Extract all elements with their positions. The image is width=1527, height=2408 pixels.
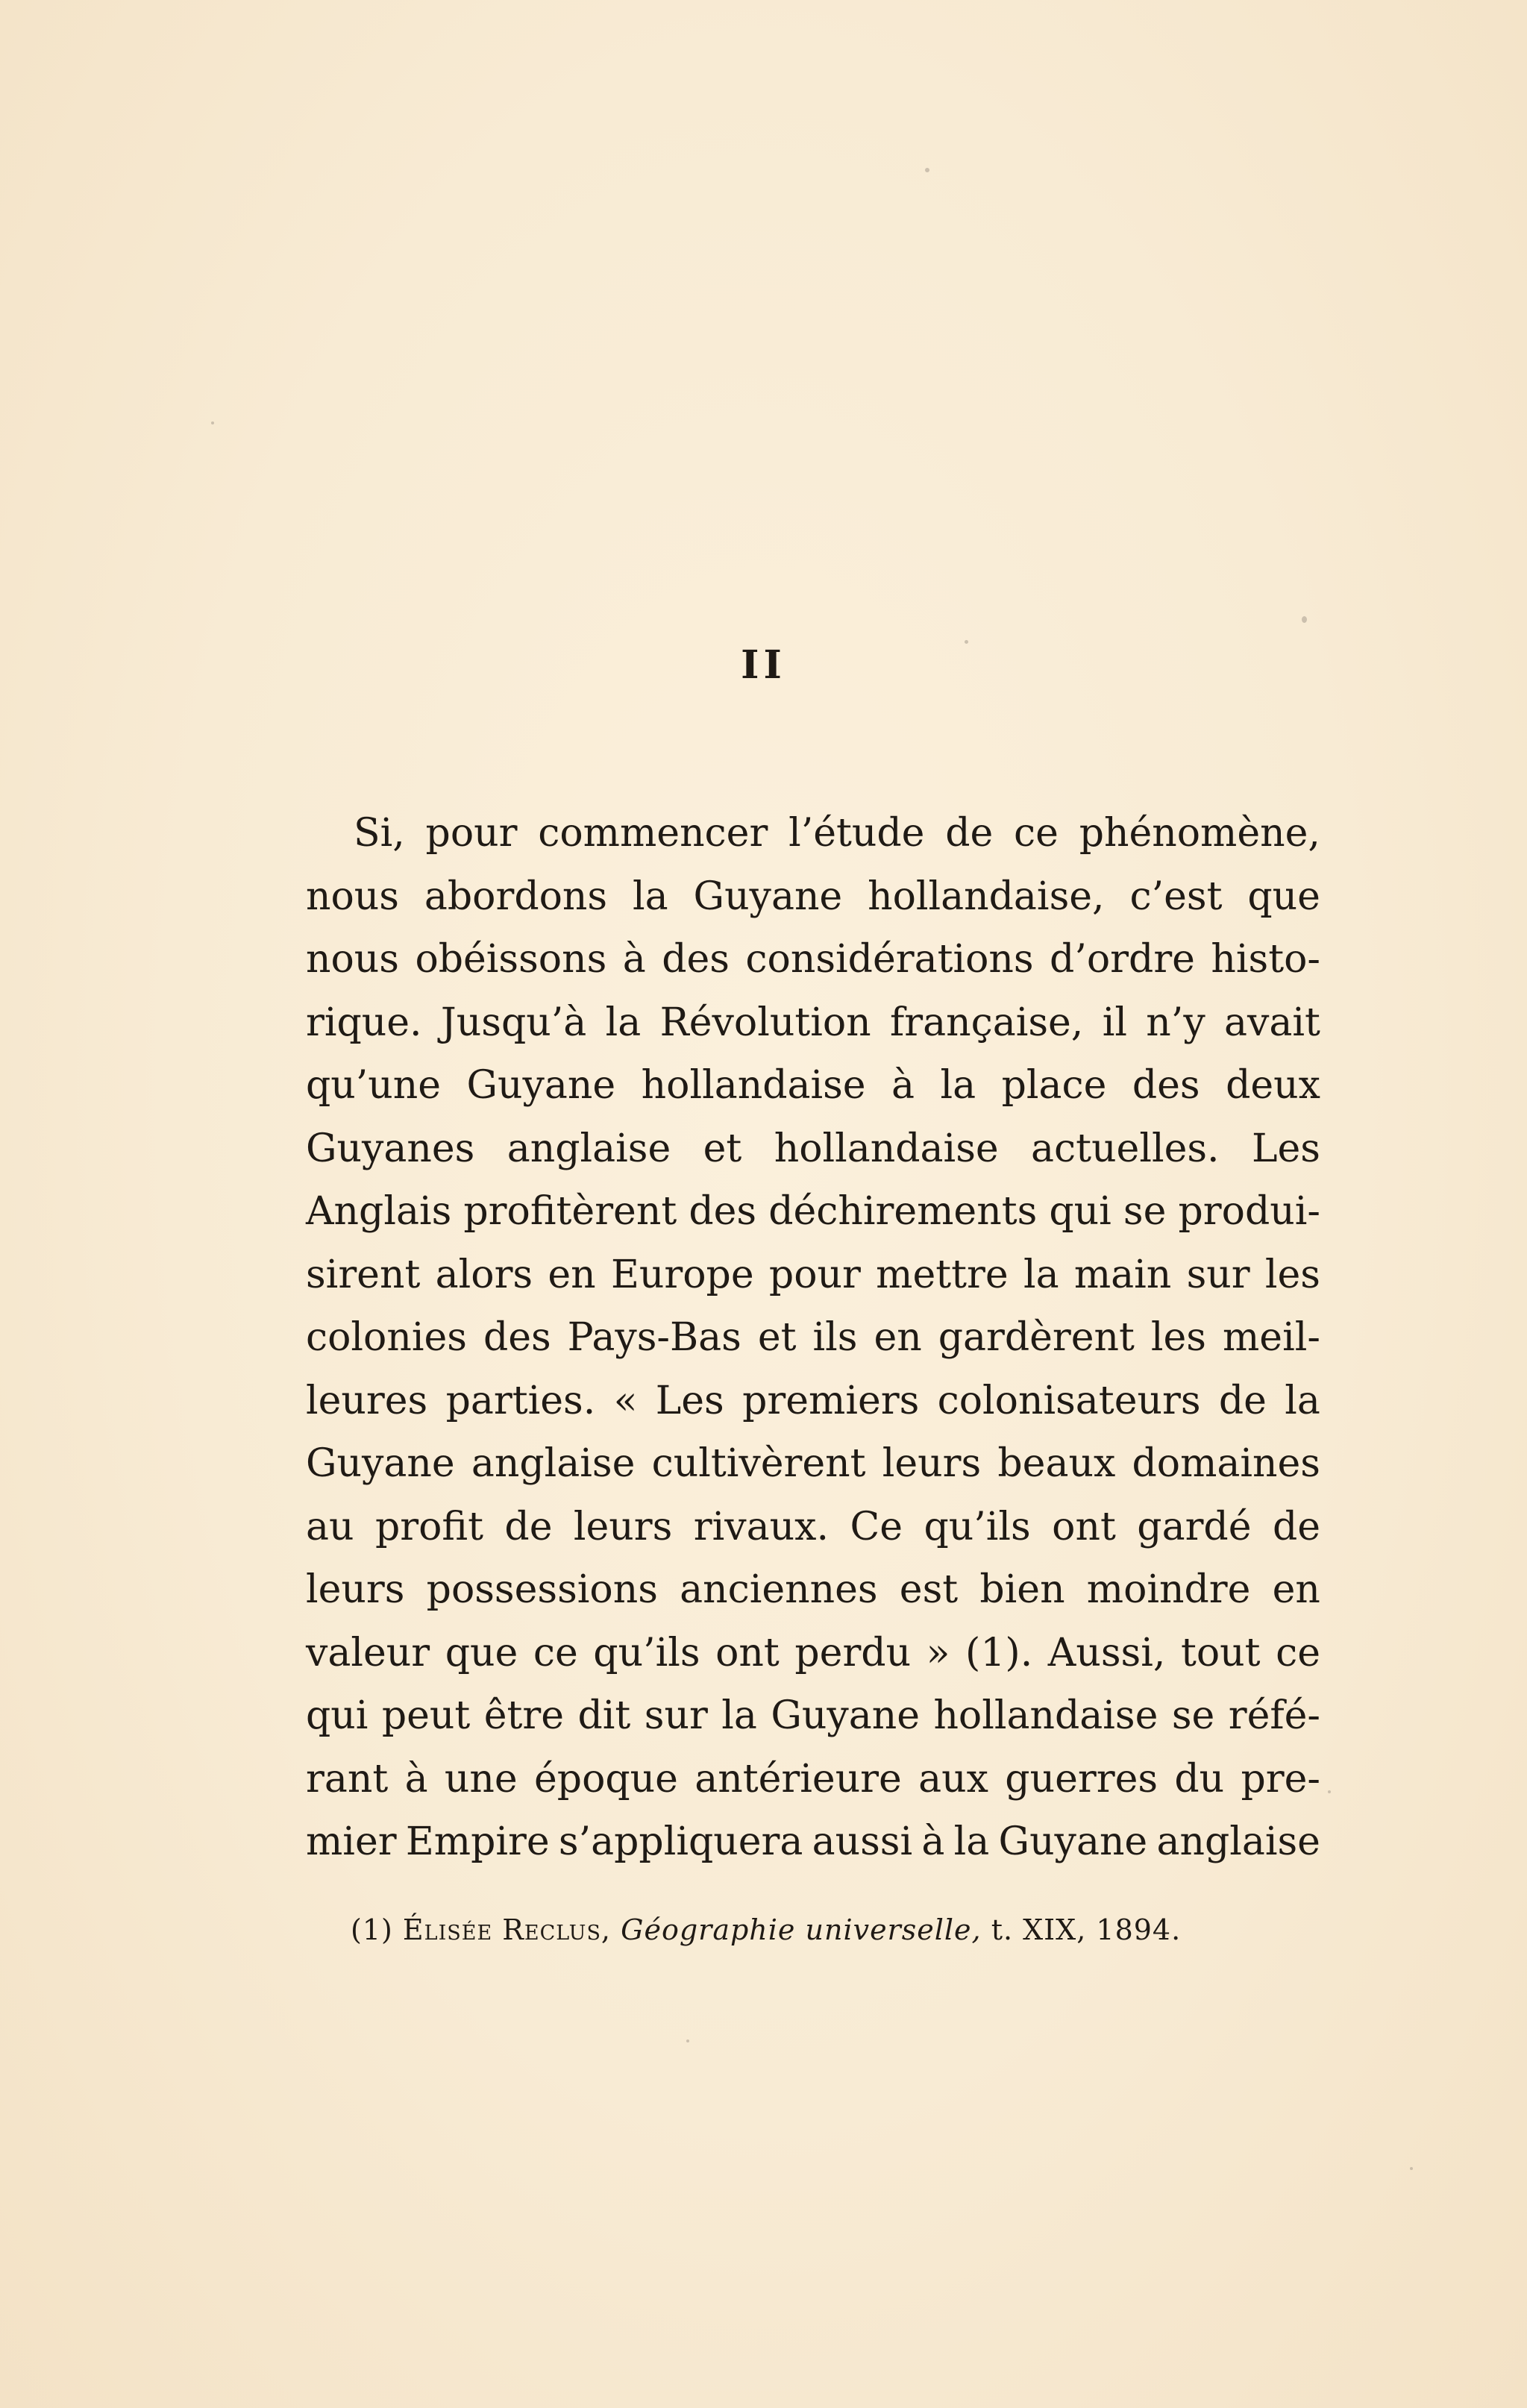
word: leures: [306, 1378, 428, 1423]
word: Les: [1251, 1126, 1320, 1171]
paper-speck: [1328, 1790, 1331, 1793]
word: ce: [533, 1630, 578, 1675]
word: c’est: [1129, 874, 1223, 919]
word: rant: [306, 1756, 389, 1802]
word: s’appliquera: [558, 1819, 803, 1864]
word: obéissons: [415, 937, 607, 982]
text-line: [306, 1684, 1320, 1748]
text-line: [306, 1748, 1320, 1811]
word: la: [1023, 1252, 1059, 1297]
word: Guyane: [771, 1693, 920, 1738]
word: peut: [381, 1693, 471, 1738]
word: déchirements: [768, 1189, 1038, 1234]
footnote-reference: t. XIX, 1894.: [991, 1913, 1182, 1946]
word: Ce: [850, 1504, 903, 1549]
footnote-title: Géographie universelle,: [621, 1913, 982, 1946]
word: deux: [1226, 1063, 1320, 1108]
word: il: [1102, 1000, 1127, 1045]
word: pour: [425, 811, 518, 856]
word: Guyane: [693, 874, 843, 919]
word: et: [703, 1126, 742, 1171]
word: que: [445, 1630, 518, 1675]
word: hollandaise: [774, 1126, 999, 1171]
word: les: [1264, 1252, 1320, 1297]
paper-speck: [925, 168, 929, 172]
word: domaines: [1132, 1441, 1320, 1486]
word: ont: [715, 1630, 780, 1675]
text-line: [306, 1306, 1320, 1370]
word: considérations: [745, 937, 1034, 982]
word: pre-: [1241, 1756, 1320, 1802]
word: colonisateurs: [937, 1378, 1201, 1423]
text-line: [306, 991, 1320, 1055]
word: premiers: [742, 1378, 920, 1423]
word: une: [444, 1756, 518, 1802]
word: abordons: [424, 874, 608, 919]
text-line: [306, 1558, 1320, 1622]
word: se: [1123, 1189, 1167, 1234]
body-text: [306, 802, 1320, 1874]
text-line: [306, 928, 1320, 991]
word: colonies: [306, 1315, 467, 1360]
text-line: [306, 1180, 1320, 1244]
word: la: [605, 1000, 642, 1045]
word: nous: [306, 874, 399, 919]
word: bien: [979, 1567, 1065, 1612]
word: anciennes: [680, 1567, 878, 1612]
word: et: [757, 1315, 797, 1360]
word: «: [613, 1378, 638, 1423]
word: Guyanes: [306, 1126, 475, 1171]
word: »: [926, 1630, 950, 1675]
word: les: [1150, 1315, 1206, 1360]
word: ce: [1276, 1630, 1320, 1675]
word: qu’une: [306, 1063, 442, 1108]
word: moindre: [1086, 1567, 1251, 1612]
word: main: [1073, 1252, 1172, 1297]
word: ce: [1014, 811, 1059, 856]
word: leurs: [306, 1567, 405, 1612]
text-line: [306, 802, 1320, 865]
word: Empire: [405, 1819, 550, 1864]
word: Guyane: [998, 1819, 1148, 1864]
word: rivaux.: [693, 1504, 829, 1549]
word: qu’ils: [593, 1630, 700, 1675]
word: gardé: [1137, 1504, 1252, 1549]
word: Jusqu’à: [440, 1000, 587, 1045]
word: histo-: [1211, 937, 1320, 982]
word: au: [306, 1504, 354, 1549]
word: qui: [306, 1693, 369, 1738]
word: de: [1272, 1504, 1320, 1549]
word: à: [622, 937, 646, 982]
word: Pays-Bas: [567, 1315, 741, 1360]
word: leurs: [573, 1504, 673, 1549]
word: en: [874, 1315, 922, 1360]
word: d’ordre: [1050, 937, 1195, 982]
word: Si,: [354, 811, 405, 856]
word: sur: [1186, 1252, 1250, 1297]
word: mier: [306, 1819, 397, 1864]
word: beaux: [997, 1441, 1116, 1486]
word: ils: [812, 1315, 858, 1360]
word: à: [891, 1063, 915, 1108]
word: la: [953, 1819, 990, 1864]
word: (1).: [965, 1630, 1033, 1675]
paper-speck: [211, 421, 214, 424]
footnote-author: Élisée Reclus,: [402, 1913, 612, 1946]
word: produi-: [1178, 1189, 1320, 1234]
word: Guyane: [466, 1063, 616, 1108]
word: ont: [1052, 1504, 1116, 1549]
word: la: [940, 1063, 976, 1108]
word: hollandaise: [933, 1693, 1158, 1738]
word: place: [1001, 1063, 1107, 1108]
text-line: [306, 1054, 1320, 1117]
word: n’y: [1146, 1000, 1205, 1045]
word: meil-: [1222, 1315, 1320, 1360]
word: en: [548, 1252, 596, 1297]
word: Aussi,: [1047, 1630, 1166, 1675]
paper-speck: [965, 640, 968, 644]
word: Révolution: [659, 1000, 871, 1045]
word: aussi: [812, 1819, 913, 1864]
word: commencer: [538, 811, 768, 856]
word: mettre: [876, 1252, 1009, 1297]
text-line: [306, 1117, 1320, 1181]
word: tout: [1180, 1630, 1261, 1675]
word: la: [721, 1693, 757, 1738]
word: du: [1174, 1756, 1225, 1802]
word: profit: [374, 1504, 483, 1549]
word: pour: [768, 1252, 861, 1297]
word: sirent: [306, 1252, 421, 1297]
word: cultivèrent: [651, 1441, 866, 1486]
word: que: [1247, 874, 1320, 919]
word: la: [1285, 1378, 1320, 1423]
paper-speck: [1410, 2167, 1413, 2170]
text-line: [306, 1496, 1320, 1559]
word: de: [945, 811, 994, 856]
word: de: [504, 1504, 553, 1549]
word: de: [1218, 1378, 1267, 1423]
word: valeur: [306, 1630, 430, 1675]
text-line: [306, 1370, 1320, 1433]
word: alors: [435, 1252, 533, 1297]
word: l’étude: [788, 811, 925, 856]
word: anglaise: [1156, 1819, 1320, 1864]
paper-speck: [1302, 616, 1307, 623]
chapter-heading: II: [741, 642, 786, 688]
word: leurs: [882, 1441, 982, 1486]
word: hollandaise: [641, 1063, 866, 1108]
word: anglaise: [471, 1441, 636, 1486]
word: profitèrent: [463, 1189, 677, 1234]
word: Anglais: [306, 1189, 452, 1234]
word: à: [921, 1819, 945, 1864]
word: anglaise: [507, 1126, 671, 1171]
footnote: [351, 1913, 1320, 1948]
word: possessions: [426, 1567, 658, 1612]
text-line: [306, 1810, 1320, 1874]
word: actuelles.: [1031, 1126, 1220, 1171]
word: à: [404, 1756, 428, 1802]
footnote-marker: (1): [351, 1913, 393, 1946]
text-line: [306, 1622, 1320, 1685]
word: époque: [534, 1756, 678, 1802]
word: nous: [306, 937, 399, 982]
word: Europe: [610, 1252, 754, 1297]
text-line: [306, 1432, 1320, 1496]
word: guerres: [1005, 1756, 1158, 1802]
word: antérieure: [694, 1756, 902, 1802]
word: la: [633, 874, 668, 919]
word: sur: [644, 1693, 708, 1738]
text-line: [306, 1244, 1320, 1307]
word: est: [899, 1567, 959, 1612]
word: avait: [1224, 1000, 1320, 1045]
word: être: [483, 1693, 565, 1738]
word: perdu: [794, 1630, 912, 1675]
word: parties.: [445, 1378, 596, 1423]
text-line: [306, 865, 1320, 929]
word: hollandaise,: [868, 874, 1105, 919]
word: Les: [655, 1378, 724, 1423]
word: des: [483, 1315, 551, 1360]
word: phénomène,: [1079, 811, 1320, 856]
word: gardèrent: [938, 1315, 1135, 1360]
word: des: [1132, 1063, 1200, 1108]
word: française,: [890, 1000, 1084, 1045]
word: des: [662, 937, 730, 982]
word: qui: [1049, 1189, 1111, 1234]
word: qu’ils: [924, 1504, 1031, 1549]
word: en: [1272, 1567, 1320, 1612]
word: réfé-: [1228, 1693, 1320, 1738]
word: se: [1171, 1693, 1215, 1738]
word: dit: [577, 1693, 631, 1738]
word: rique.: [306, 1000, 422, 1045]
word: Guyane: [306, 1441, 455, 1486]
word: des: [689, 1189, 757, 1234]
word: aux: [918, 1756, 988, 1802]
paper-speck: [686, 2039, 689, 2042]
